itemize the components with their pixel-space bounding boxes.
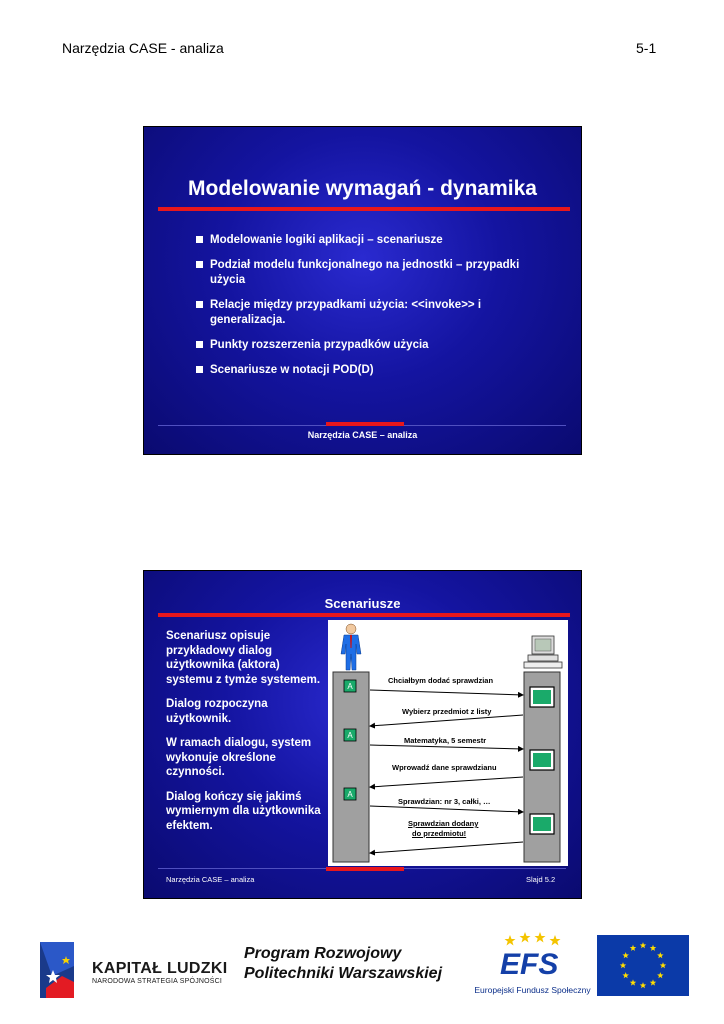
program-line-2: Politechniki Warszawskiej <box>244 965 443 982</box>
system-screen-icon <box>530 687 554 707</box>
eu-star <box>622 952 628 958</box>
svg-text:A: A <box>347 682 353 691</box>
slide-1-footer: Narzędzia CASE – analiza <box>307 430 418 440</box>
message-arrow <box>370 690 523 695</box>
message-label: do przedmiotu! <box>412 829 467 838</box>
slide-1-bullet-list <box>196 233 556 388</box>
bullet-square-icon <box>196 261 203 268</box>
eu-star <box>620 962 626 968</box>
paragraph: Dialog rozpoczyna użytkownik. <box>166 698 268 725</box>
message-arrow <box>370 806 523 812</box>
efs-caption: Europejski Fundusz Społeczny <box>474 985 591 995</box>
eu-star <box>650 945 656 951</box>
footer-accent <box>326 422 404 426</box>
message-label: Chciałbym dodać sprawdzian <box>388 676 494 685</box>
message-arrow <box>370 715 523 726</box>
kapital-ludzki-subtitle: NARODOWA STRATEGIA SPÓJNOŚCI <box>92 978 223 985</box>
actor-person-icon <box>341 624 361 670</box>
paragraph: W ramach dialogu, system wykonuje określone czynności. <box>166 737 312 778</box>
eu-star <box>640 982 646 988</box>
paragraph: Scenariusz opisuje przykładowy dialog użytkownika (aktora) systemu z tymże systemem. <box>166 630 321 686</box>
eu-flag <box>597 935 689 996</box>
eu-star <box>622 972 628 978</box>
bullet-text: Scenariusze w notacji POD(D) <box>210 364 374 376</box>
message-label: Matematyka, 5 semestr <box>404 736 487 745</box>
bullet-item <box>196 363 556 378</box>
actor-marker-A <box>344 680 356 692</box>
system-screen-icon <box>530 750 554 770</box>
message-arrow <box>370 842 523 853</box>
bullet-square-icon <box>196 341 203 348</box>
bullet-text: Relacje między przypadkami użycia: <<invoke>> i generalizacja. <box>210 299 482 326</box>
program-line-1: Program Rozwojowy <box>244 945 402 962</box>
program-title <box>244 944 442 984</box>
eu-star <box>640 942 646 948</box>
eu-star <box>630 979 636 985</box>
slide-2 <box>143 570 582 899</box>
actor-marker-A <box>344 788 356 800</box>
bullet-text: Podział modelu funkcjonalnego na jednostki – przypadki użycia <box>210 259 520 286</box>
slide-2-text <box>166 629 326 843</box>
message-label: Sprawdzian dodany <box>408 819 479 828</box>
message-label: Sprawdzian: nr 3, całki, … <box>398 797 491 806</box>
paragraph: Dialog kończy się jakimś wymiernym dla użytkownika efektem. <box>166 790 321 832</box>
kapital-ludzki-title: KAPITAŁ LUDZKI <box>92 960 228 977</box>
bullet-item <box>196 338 556 353</box>
eu-star <box>657 952 663 958</box>
bullet-item <box>196 258 556 288</box>
sequence-diagram <box>328 620 568 866</box>
eu-star <box>657 972 663 978</box>
slide-2-title: Scenariusze <box>324 596 401 611</box>
eu-star <box>630 945 636 951</box>
bullet-item <box>196 233 556 248</box>
bullet-square-icon <box>196 236 203 243</box>
computer-icon <box>524 636 562 668</box>
slide-1 <box>143 126 582 455</box>
footer-accent <box>326 867 404 871</box>
bullet-square-icon <box>196 366 203 373</box>
slide-1-title: Modelowanie wymagań - dynamika <box>188 177 537 200</box>
system-screen-icon <box>530 814 554 834</box>
bullet-item <box>196 298 556 328</box>
bullet-text: Punkty rozszerzenia przypadków użycia <box>210 339 429 351</box>
efs-mark: EFS <box>500 948 559 981</box>
message-label: Wybierz przedmiot z listy <box>402 707 492 716</box>
svg-text:A: A <box>347 731 353 740</box>
title-underline <box>158 207 570 211</box>
eu-star <box>650 979 656 985</box>
eu-flag-stars-icon <box>597 935 689 996</box>
bullet-text: Modelowanie logiki aplikacji – scenariusze <box>210 234 443 246</box>
eu-star <box>660 962 666 968</box>
message-arrow <box>370 745 523 749</box>
title-underline <box>158 613 570 617</box>
message-arrow <box>370 777 523 787</box>
slide-2-footer-right: Slajd 5.2 <box>526 875 556 884</box>
slide-2-footer-left: Narzędzia CASE – analiza <box>166 875 255 884</box>
actor-marker-A <box>344 729 356 741</box>
page-number: 5-1 <box>636 40 657 56</box>
svg-text:A: A <box>347 790 353 799</box>
bullet-square-icon <box>196 301 203 308</box>
message-label: Wprowadź dane sprawdzianu <box>392 763 497 772</box>
actor-lifeline <box>333 672 369 862</box>
page-header-title: Narzędzia CASE - analiza <box>62 40 224 56</box>
